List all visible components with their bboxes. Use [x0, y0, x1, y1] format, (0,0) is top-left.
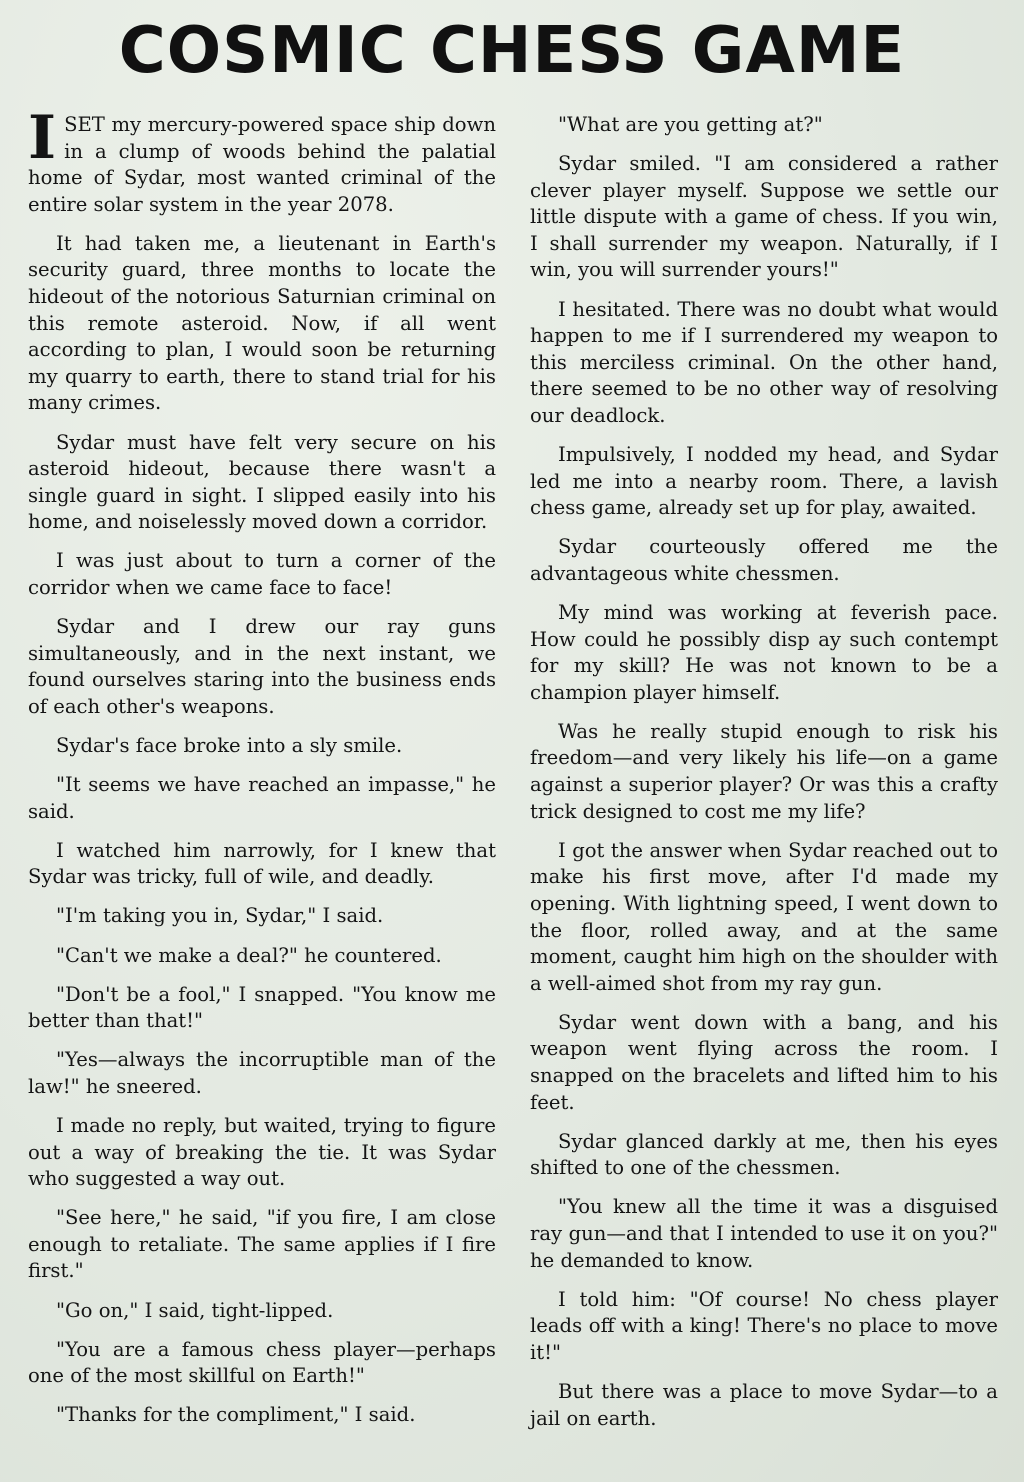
paragraph: I was just about to turn a corner of the corridor when we came face to face!	[28, 549, 496, 599]
paragraph: I watched him narrowly, for I knew that Sydar was tricky, full of wile, and deadly.	[28, 838, 496, 889]
paragraph: "You knew all the time it was a disguised ray gun—and that I intended to use it on you?" he demanded to know.	[530, 1195, 998, 1272]
paragraph: "See here," he said, "if you fire, I am close enough to retaliate. The same applies if I fire first."	[28, 1206, 496, 1283]
paragraph: Sydar courteously offered me the advantageous white chessmen.	[530, 535, 998, 585]
paragraph: "Go on," I said, tight-lipped.	[56, 1298, 334, 1322]
paragraph: ISET my mercury-powered space ship down in a clump of woods behind the palatial home of Sydar, most wanted criminal of the entire solar system in the year 2078.	[28, 103, 496, 216]
paragraph: "Don't be a fool," I snapped. "You know me better than that!"	[28, 982, 496, 1033]
paragraph: My mind was working at feverish pace. How could he possibly disp ay such contempt for my skill? He was not known to be a champion player himself.	[530, 601, 998, 704]
paragraph: But there was a place to move Sydar—to a jail on earth.	[530, 1379, 998, 1430]
paragraph: "What are you getting at?"	[558, 113, 823, 136]
paragraph: I told him: "Of course! No chess player leads off with a king! There's no place to move it!"	[530, 1287, 998, 1364]
paragraph: "I'm taking you in, Sydar," I said.	[56, 904, 384, 928]
paragraph: "It seems we have reached an impasse," he said.	[28, 773, 496, 823]
drop-cap: I	[28, 103, 57, 173]
paragraph: Impulsively, I nodded my head, and Sydar led me into a nearby room. There, a lavish chess game, already set up for play, awaited.	[530, 443, 998, 520]
paragraph: "Can't we make a deal?" he countered.	[56, 943, 442, 967]
paragraph: I hesitated. There was no doubt what would happen to me if I surrendered my weapon to this merciless criminal. On the other hand, there seemed to be no other way of resolving our deadlock.	[530, 297, 998, 427]
paragraph: Sydar smiled. "I am considered a rather clever player myself. Suppose we settle our little dispute with a game of chess. If you win, I shall surrender my weapon. Naturally, if I win, you will surrender yours!"	[530, 152, 998, 282]
paragraph: "Thanks for the compliment," I said.	[56, 1403, 416, 1427]
paragraph: It had taken me, a lieutenant in Earth's security guard, three months to locate the hideout of the notorious Saturnian criminal on this remote asteroid. Now, if all went according to plan, I would soon be returning my quarry to earth, there to stand trial for his many crimes.	[28, 231, 496, 415]
paragraph: Sydar's face broke into a sly smile.	[56, 733, 403, 757]
right-column	[530, 112, 998, 1445]
paragraph: Sydar went down with a bang, and his weapon went flying across the room. I snapped on the bracelets and lifted him to his feet.	[530, 1010, 998, 1114]
left-column	[28, 103, 496, 1441]
paragraph: "Yes—always the incorruptible man of the law!" he sneered.	[28, 1048, 496, 1098]
paragraph: "You are a famous chess player—perhaps one of the most skillful on Earth!"	[28, 1337, 496, 1388]
paragraph: I got the answer when Sydar reached out to make his first move, after I'd made my opening. With lightning speed, I went down to the floor, rolled away, and at the same moment, caught him high on the shoulder with a well-aimed shot from my ray gun.	[530, 838, 998, 995]
paragraph: Was he really stupid enough to risk his freedom—and very likely his life—on a game against a superior player? Or was this a crafty trick designed to cost me my life?	[530, 719, 998, 823]
paragraph: I made no reply, but waited, trying to figure out a way of breaking the tie. It was Sydar who suggested a way out.	[28, 1114, 496, 1191]
paragraph: Sydar and I drew our ray guns simultaneously, and in the next instant, we found ourselves staring into the business ends of each other's weapons.	[28, 615, 496, 718]
paragraph: Sydar glanced darkly at me, then his eyes shifted to one of the chessmen.	[530, 1129, 998, 1180]
paragraph: Sydar must have felt very secure on his asteroid hideout, because there wasn't a single guard in sight. I slipped easily into his home, and noiselessly moved down a corridor.	[28, 430, 496, 534]
story-title: COSMIC CHESS GAME	[118, 14, 906, 88]
